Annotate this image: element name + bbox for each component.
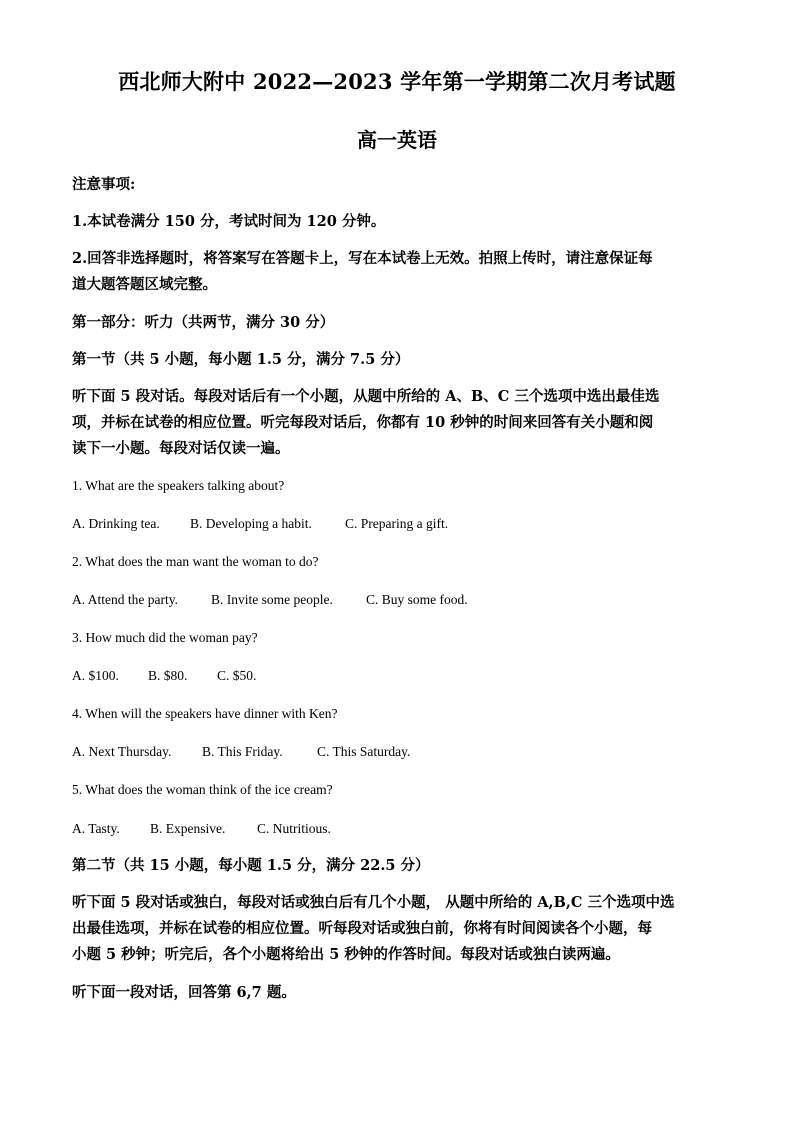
section1-heading: 第一节（共 5 小题，每小题 1.5 分，满分 7.5 分）	[72, 351, 410, 368]
section1-instruction-line-3: 读下一小题。每段对话仅读一遍。	[72, 440, 290, 457]
question-5-option-b: B. Expensive.	[150, 821, 226, 836]
section2-heading: 第二节（共 15 小题，每小题 1.5 分，满分 22.5 分）	[72, 857, 430, 874]
notes-heading: 注意事项:	[72, 176, 136, 193]
part1-heading: 第一部分：听力（共两节，满分 30 分）	[72, 314, 335, 331]
section1-instruction-line-2: 项，并标在试卷的相应位置。听完每段对话后，你都有 10 秒钟的时间来回答有关小题和阅	[72, 414, 654, 431]
question-2-options	[72, 592, 468, 608]
question-1-options	[72, 516, 448, 532]
question-2-option-a: A. Attend the party.	[72, 592, 178, 607]
question-4-option-c: C. This Saturday.	[317, 744, 411, 759]
exam-title: 西北师大附中 2022—2023 学年第一学期第二次月考试题	[118, 69, 676, 94]
notes-item-2-line-1: 2.回答非选择题时，将答案写在答题卡上，写在本试卷上无效。拍照上传时，请注意保证每	[72, 250, 653, 267]
notes-item-2-line-2: 道大题答题区域完整。	[72, 276, 217, 293]
section2-instruction-line-3: 小题 5 秒钟；听完后，各个小题将给出 5 秒钟的作答时间。每段对话或独白读两遍。	[72, 946, 620, 963]
question-3-option-c: C. $50.	[217, 668, 257, 683]
question-1-option-a: A. Drinking tea.	[72, 516, 160, 531]
question-4-options	[72, 744, 410, 760]
question-2-option-b: B. Invite some people.	[211, 592, 333, 607]
section2-instruction-line-2: 出最佳选项，并标在试卷的相应位置。听每段对话或独白前，你将有时间阅读各个小题，每	[72, 920, 652, 937]
question-2-stem: 2. What does the man want the woman to do?	[72, 554, 319, 569]
notes-item-1: 1.本试卷满分 150 分，考试时间为 120 分钟。	[72, 213, 386, 230]
exam-subject: 高一英语	[357, 128, 437, 152]
question-3-options	[72, 668, 256, 684]
question-2-option-c: C. Buy some food.	[366, 592, 468, 607]
section2-next-instruction: 听下面一段对话，回答第 6,7 题。	[72, 984, 296, 1001]
question-3-stem: 3. How much did the woman pay?	[72, 630, 258, 645]
question-1-stem: 1. What are the speakers talking about?	[72, 478, 285, 493]
question-5-options	[72, 821, 331, 837]
question-1-option-b: B. Developing a habit.	[190, 516, 312, 531]
question-4-option-a: A. Next Thursday.	[72, 744, 172, 759]
question-3-option-a: A. $100.	[72, 668, 119, 683]
section1-instruction-line-1: 听下面 5 段对话。每段对话后有一个小题，从题中所给的 A、B、C 三个选项中选出最佳选	[72, 388, 660, 405]
question-5-stem: 5. What does the woman think of the ice cream?	[72, 782, 333, 797]
question-3-option-b: B. $80.	[148, 668, 188, 683]
question-4-option-b: B. This Friday.	[202, 744, 283, 759]
question-1-option-c: C. Preparing a gift.	[345, 516, 449, 531]
question-5-option-a: A. Tasty.	[72, 821, 120, 836]
section2-instruction-line-1: 听下面 5 段对话或独白，每段对话或独白后有几个小题， 从题中所给的 A,B,C 三个选项中选	[72, 894, 675, 911]
question-5-option-c: C. Nutritious.	[257, 821, 331, 836]
question-4-stem: 4. When will the speakers have dinner with Ken?	[72, 706, 338, 721]
